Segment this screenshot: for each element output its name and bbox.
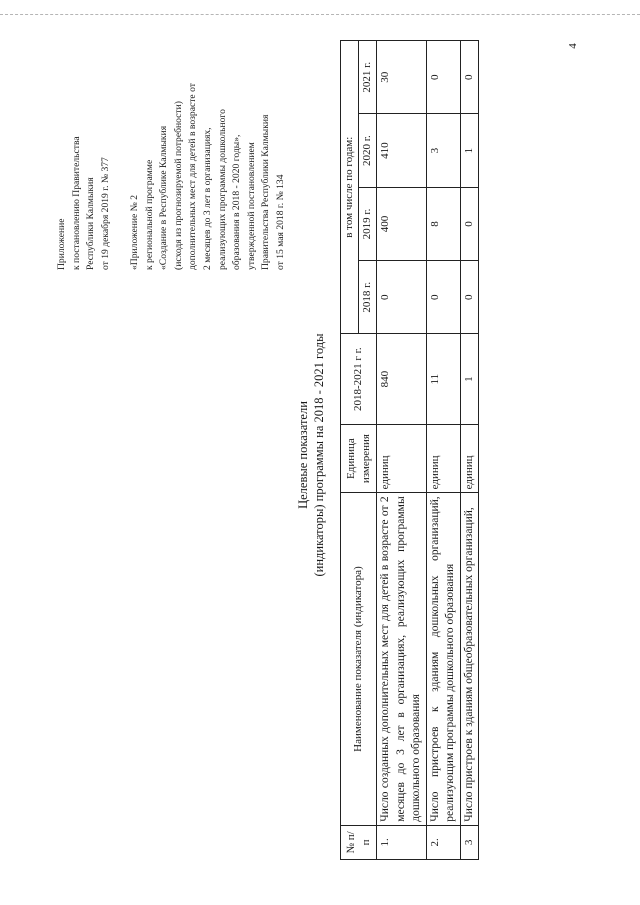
appendix-line: к постановлению Правительства (70, 136, 82, 270)
appendix-line: от 15 мая 2018 г. № 134 (274, 174, 286, 270)
header-total: 2018-2021 г г. (341, 334, 377, 424)
row-total: 1 (460, 334, 479, 424)
appendix-line: (исходя из прогнозируемой потребности) (172, 101, 184, 270)
row-unit: единиц (460, 424, 479, 492)
header-year: 2021 г. (359, 41, 377, 114)
table-row (426, 41, 460, 860)
appendix-line: Приложение (56, 218, 67, 270)
row-year-value: 30 (377, 41, 427, 114)
row-year-value: 0 (460, 261, 479, 334)
header-years-group: в том числе по годам: (341, 41, 359, 334)
rotated-page (15, 30, 615, 880)
table-row (377, 41, 427, 860)
appendix-line: образования в 2018 - 2020 годы», (231, 134, 243, 270)
row-num: 1. (377, 825, 427, 859)
header-year: 2019 г. (359, 187, 377, 260)
appendix-line: Правительства Республики Калмыкия (260, 114, 272, 270)
appendix-line: Республики Калмыкия (85, 177, 97, 270)
row-year-value: 1 (460, 114, 479, 187)
appendix-line: утвержденной постановлением (245, 142, 257, 270)
document-title (295, 30, 327, 880)
row-unit: единиц (377, 424, 427, 492)
row-year-value: 0 (460, 41, 479, 114)
row-year-value: 3 (426, 114, 460, 187)
header-name: Наименование показателя (индикатора) (341, 493, 377, 825)
appendix-line: «Приложение № 2 (128, 194, 140, 270)
row-year-value: 0 (460, 187, 479, 260)
appendix-block (55, 0, 289, 270)
appendix-line: реализующих программы дошкольного (216, 109, 228, 270)
title-line-1: Целевые показатели (296, 401, 310, 509)
row-year-value: 0 (426, 261, 460, 334)
appendix-line: от 19 декабря 2019 г. № 377 (99, 157, 111, 270)
row-year-value: 8 (426, 187, 460, 260)
row-num: 2. (426, 825, 460, 859)
table-header-row (341, 41, 359, 860)
appendix-line: 2 месяцев до 3 лет в организациях, (201, 127, 213, 270)
header-num: № п/п (341, 825, 377, 859)
row-name: Число пристроев к зданиям дошкольных организаций, реализующим программы дошкольного образования (426, 493, 460, 825)
header-year: 2018 г. (359, 261, 377, 334)
page-number: 4 (566, 43, 579, 49)
header-year: 2020 г. (359, 114, 377, 187)
row-name: Число созданных дополнительных мест для детей в возрасте от 2 месяцев до 3 лет в организациях, реализующих программы дошкольного образования (377, 493, 427, 825)
row-year-value: 0 (377, 261, 427, 334)
row-unit: единиц (426, 424, 460, 492)
row-year-value: 410 (377, 114, 427, 187)
indicators-table (340, 40, 479, 860)
row-total: 11 (426, 334, 460, 424)
appendix-line: «Создание в Республике Калмыкия (158, 125, 170, 270)
header-unit: Единица измерения (341, 424, 377, 492)
row-year-value: 0 (426, 41, 460, 114)
row-name: Число пристроев к зданиям общеобразовательных организаций, (460, 493, 479, 825)
appendix-gap (113, 0, 128, 270)
row-year-value: 400 (377, 187, 427, 260)
row-total: 840 (377, 334, 427, 424)
title-line-2: (индикаторы) программы на 2018 - 2021 годы (312, 333, 326, 577)
row-num: 3 (460, 825, 479, 859)
appendix-line: к региональной программе (143, 159, 155, 270)
appendix-line: дополнительных мест для детей в возрасте от (187, 83, 199, 270)
table-row (460, 41, 479, 860)
